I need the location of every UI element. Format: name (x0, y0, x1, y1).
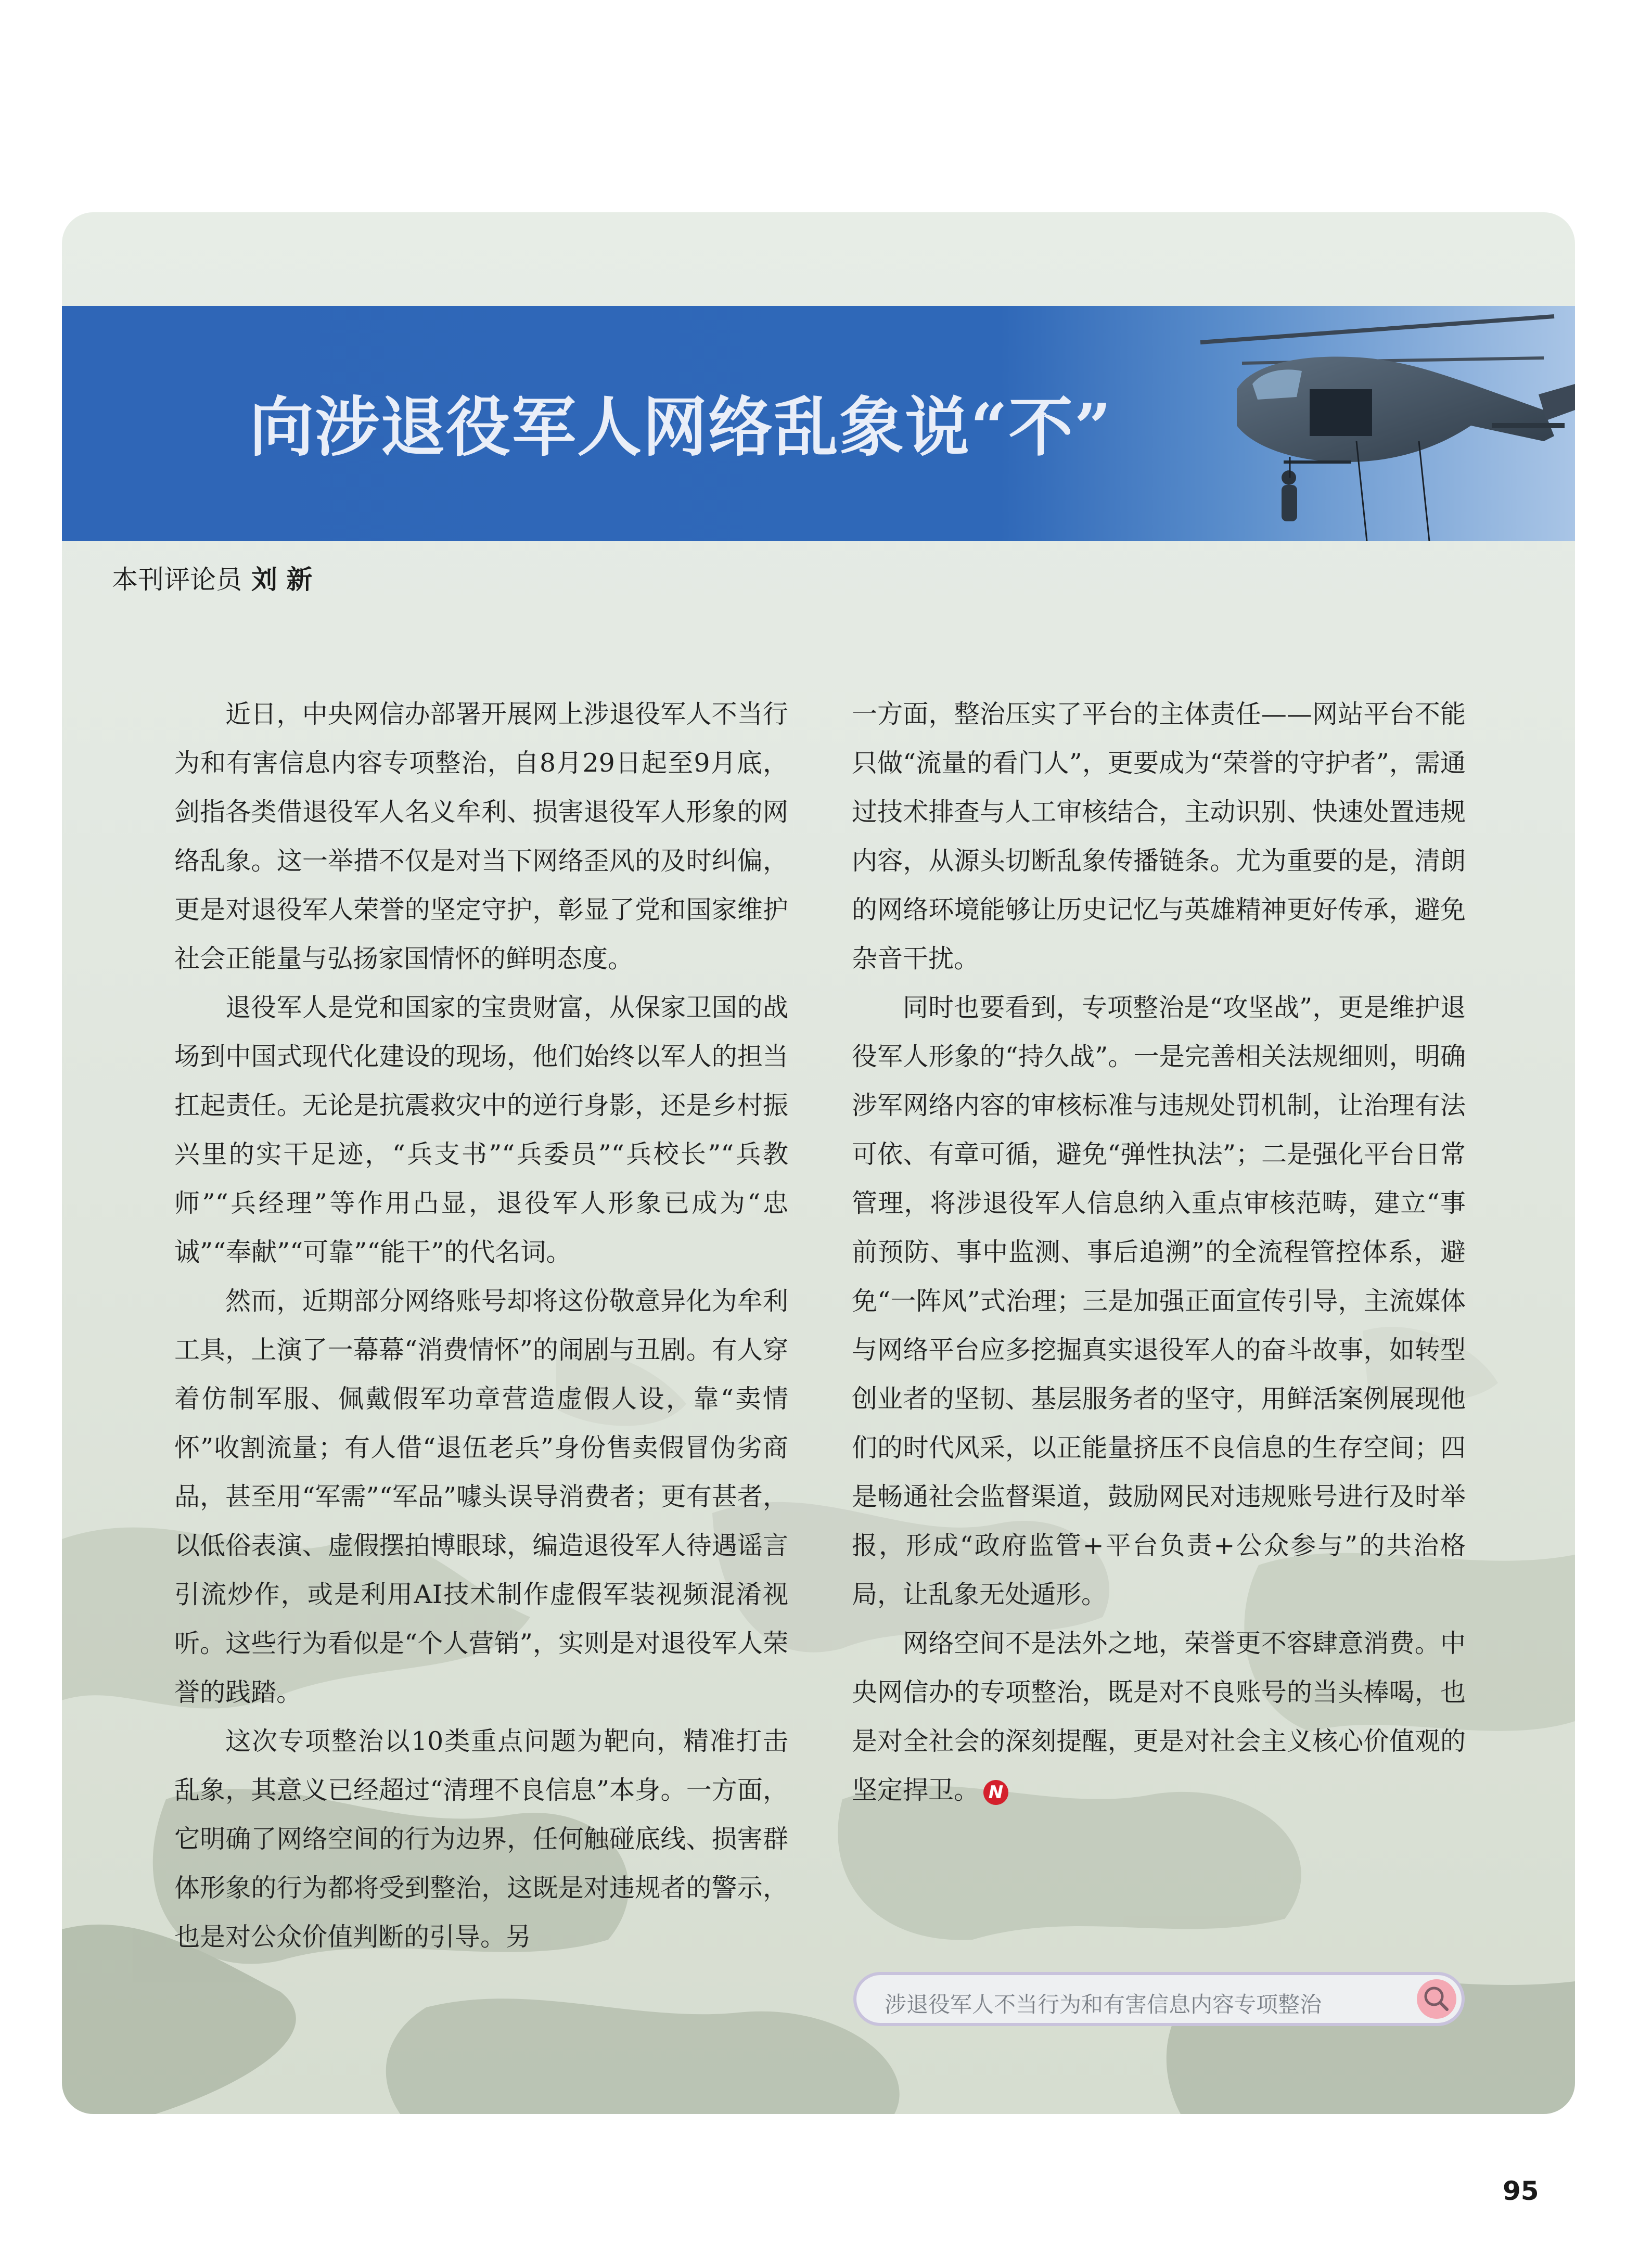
paragraph-final (852, 1619, 1466, 1815)
helicopter-image (1180, 306, 1575, 541)
paragraph: 这次专项整治以10类重点问题为靶向，精准打击乱象，其意义已经超过“清理不良信息”本身。一方面，它明确了网络空间的行为边界，任何触碰底线、损害群体形象的行为都将受到整治，这既是对违规者的警示，也是对公众价值判断的引导。另 (174, 1726, 788, 1952)
search-bar[interactable] (853, 1972, 1465, 2026)
search-query[interactable]: 涉退役军人不当行为和有害信息内容专项整治 (885, 1992, 1322, 2017)
page-number: 95 (1503, 2176, 1539, 2206)
search-button[interactable] (1417, 1979, 1456, 2019)
search-icon (1417, 1979, 1456, 2019)
paragraph: 退役军人是党和国家的宝贵财富，从保家卫国的战场到中国式现代化建设的现场，他们始终以军人的担当扛起责任。无论是抗震救灾中的逆行身影，还是乡村振兴里的实干足迹，“兵支书”“兵委员”“兵校长”“兵教师”“兵经理”等作用凸显，退役军人形象已成为“忠诚”“奉献”“可靠”“能干”的代名词。 (174, 993, 788, 1267)
article-column-left (174, 690, 788, 1962)
end-mark-icon: N (983, 1780, 1008, 1805)
paragraph: 近日，中央网信办部署开展网上涉退役军人不当行为和有害信息内容专项整治，自8月29日起至9月底，剑指各类借退役军人名义牟利、损害退役军人形象的网络乱象。这一举措不仅是对当下网络歪风的及时纠偏，更是对退役军人荣誉的坚定守护，彰显了党和国家维护社会正能量与弘扬家国情怀的鲜明态度。 (174, 699, 788, 973)
article-title: 向涉退役军人网络乱象说“不” (249, 390, 1112, 465)
byline (112, 559, 312, 596)
byline-label: 本刊评论员 (112, 565, 242, 595)
paragraph-continued: 一方面，整治压实了平台的主体责任——网站平台不能只做“流量的看门人”，更要成为“荣誉的守护者”，需通过技术排查与人工审核结合，主动识别、快速处置违规内容，从源头切断乱象传播链条。尤为重要的是，清朗的网络环境能够让历史记忆与英雄精神更好传承，避免杂音干扰。 (852, 699, 1466, 973)
title-banner (62, 306, 1575, 541)
paragraph: 同时也要看到，专项整治是“攻坚战”，更是维护退役军人形象的“持久战”。一是完善相关法规细则，明确涉军网络内容的审核标准与违规处罚机制，让治理有法可依、有章可循，避免“弹性执法”；二是强化平台日常管理，将涉退役军人信息纳入重点审核范畴，建立“事前预防、事中监测、事后追溯”的全流程管控体系，避免“一阵风”式治理；三是加强正面宣传引导，主流媒体与网络平台应多挖掘真实退役军人的奋斗故事，如转型创业者的坚韧、基层服务者的坚守，用鲜活案例展现他们的时代风采，以正能量挤压不良信息的生存空间；四是畅通社会监督渠道，鼓励网民对违规账号进行及时举报，形成“政府监管+平台负责+公众参与”的共治格局，让乱象无处遁形。 (852, 993, 1466, 1609)
paragraph: 然而，近期部分网络账号却将这份敬意异化为牟利工具，上演了一幕幕“消费情怀”的闹剧与丑剧。有人穿着仿制军服、佩戴假军功章营造虚假人设，靠“卖情怀”收割流量；有人借“退伍老兵”身份售卖假冒伪劣商品，甚至用“军需”“军品”噱头误导消费者；更有甚者，以低俗表演、虚假摆拍博眼球，编造退役军人待遇谣言引流炒作，或是利用AI技术制作虚假军装视频混淆视听。这些行为看似是“个人营销”，实则是对退役军人荣誉的践踏。 (174, 1286, 788, 1707)
article-column-right (852, 690, 1466, 1815)
paragraph-text: 网络空间不是法外之地，荣誉更不容肆意消费。中央网信办的专项整治，既是对不良账号的当头棒喝，也是对全社会的深刻提醒，更是对社会主义核心价值观的坚定捍卫。 (852, 1629, 1466, 1805)
author-name: 刘 新 (251, 565, 313, 595)
